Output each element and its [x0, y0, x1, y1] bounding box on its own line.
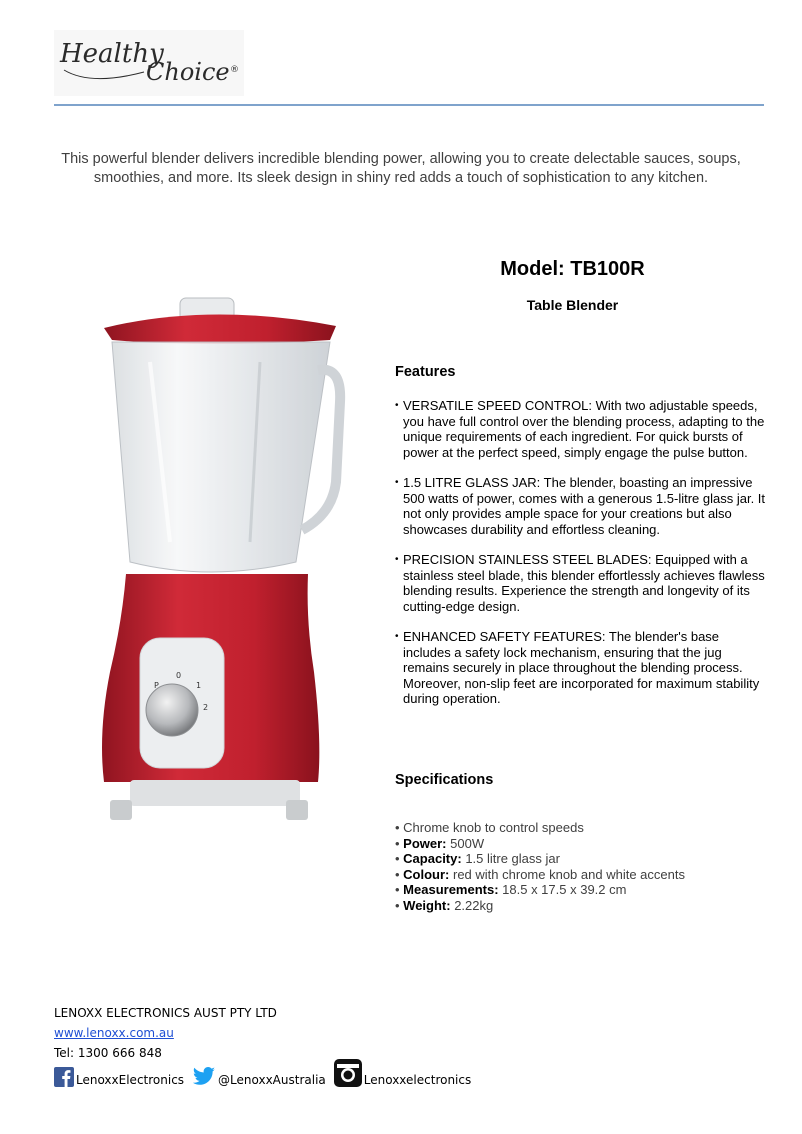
- spec-label: Capacity:: [403, 851, 462, 866]
- spec-label: Weight:: [403, 897, 451, 913]
- twitter-icon[interactable]: [192, 1067, 216, 1087]
- knob-label-1: 1: [196, 681, 202, 690]
- feature-item: • VERSATILE SPEED CONTROL: With two adjustable speeds, you have full control over the blending process, adapting to the unique requirements of each ingredient. For quick bursts of power at the perfect speed, simply engage the pulse button.: [395, 398, 765, 460]
- healthy-choice-logo: [54, 30, 244, 96]
- intro-text: This powerful blender delivers incredible blending power, allowing you to create delectable sauces, soups, smoothies, and more. Its sleek design in shiny red adds a touch of sophistication to any kitchen.: [61, 151, 741, 186]
- instagram-handle[interactable]: Lenoxxelectronics: [363, 1073, 472, 1087]
- product-subtitle: Table Blender: [526, 297, 619, 313]
- features-list: [395, 398, 765, 722]
- specifications-list: [395, 820, 765, 913]
- spec-value: 18.5 x 17.5 x 39.2 cm: [498, 882, 627, 897]
- spec-label: Colour:: [403, 866, 450, 882]
- spec-item: • Weight: 2.22kg: [395, 897, 494, 913]
- spec-item: • Colour: red with chrome knob and white accents: [395, 866, 685, 882]
- telephone: Tel: 1300 666 848: [54, 1046, 162, 1060]
- instagram-icon[interactable]: [334, 1059, 362, 1087]
- footer: [54, 1003, 277, 1063]
- spec-label: Power:: [403, 835, 447, 851]
- spec-value: 1.5 litre glass jar: [461, 851, 560, 866]
- specifications-heading: Specifications: [395, 772, 494, 788]
- company-name: LENOXX ELECTRONICS AUST PTY LTD: [54, 1006, 277, 1020]
- spec-item: • Measurements: 18.5 x 17.5 x 39.2 cm: [395, 882, 627, 897]
- logo-registered-mark: ®: [230, 65, 239, 75]
- feature-item: • ENHANCED SAFETY FEATURES: The blender's base includes a safety lock mechanism, ensuring that the jug remains securely in place throughout the blending process. Moreover, non-slip feet are incorporated for maximum stability during operation.: [395, 629, 765, 707]
- spec-label: Measurements:: [403, 882, 499, 897]
- spec-value: Chrome knob to control speeds: [403, 820, 584, 835]
- feature-item: • PRECISION STAINLESS STEEL BLADES: Equipped with a stainless steel blade, this blender effortlessly achieves flawless blending results. Experience the strength and longevity of its cutting-edge design.: [395, 552, 765, 614]
- knob-label-2: 2: [203, 703, 209, 712]
- header-divider: [54, 104, 764, 106]
- website-link[interactable]: www.lenoxx.com.au: [54, 1026, 174, 1040]
- model-title: Model: TB100R: [500, 258, 645, 280]
- features-heading: Features: [395, 364, 456, 380]
- twitter-handle[interactable]: @LenoxxAustralia: [218, 1073, 326, 1087]
- facebook-handle[interactable]: LenoxxElectronics: [76, 1073, 185, 1087]
- spec-item: • Power: 500W: [395, 835, 485, 851]
- spec-value: 500W: [446, 835, 485, 851]
- logo-text-2: Choice: [146, 58, 230, 86]
- blender-image: [90, 292, 352, 828]
- spec-item: • Chrome knob to control speeds: [395, 820, 584, 835]
- knob-label-0: 0: [176, 671, 182, 680]
- logo-text-1: Healthy: [60, 39, 164, 69]
- spec-value: red with chrome knob and white accents: [449, 866, 685, 882]
- facebook-icon[interactable]: [54, 1067, 74, 1087]
- social-links: [54, 1059, 479, 1087]
- spec-value: 2.22kg: [450, 897, 494, 913]
- knob-label-p: P: [154, 681, 159, 690]
- spec-item: • Capacity: 1.5 litre glass jar: [395, 851, 560, 866]
- feature-item: • 1.5 LITRE GLASS JAR: The blender, boasting an impressive 500 watts of power, comes with a generous 1.5-litre glass jar. It not only provides ample space for your creations but also showcases durability and effortless cleaning.: [395, 475, 765, 537]
